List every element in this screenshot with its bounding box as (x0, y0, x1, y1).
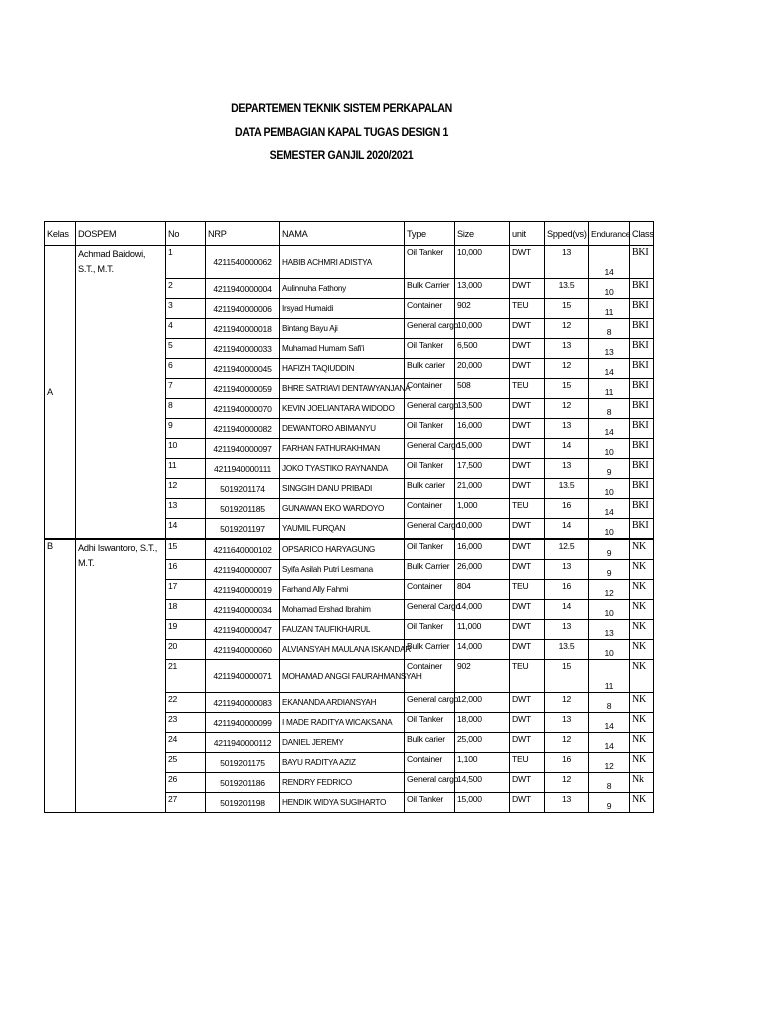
cell-endurance: 13 (589, 339, 630, 359)
cell-type: Bulk Carrier (405, 560, 455, 580)
cell-size: 21,000 (455, 479, 510, 499)
cell-size: 13,000 (455, 279, 510, 299)
cell-no: 4 (166, 319, 206, 339)
cell-nama: Muhamad Humam Safi'i (280, 339, 405, 359)
cell-type: General Cargo (405, 519, 455, 540)
cell-class: BKI (630, 459, 654, 479)
cell-speed: 13 (545, 339, 589, 359)
cell-speed: 15 (545, 379, 589, 399)
cell-type: Oil Tanker (405, 459, 455, 479)
header-endurance: Endurance (589, 222, 630, 246)
cell-class: NK (630, 640, 654, 660)
cell-unit: DWT (510, 459, 545, 479)
cell-unit: TEU (510, 753, 545, 773)
cell-speed: 13.5 (545, 479, 589, 499)
cell-no: 5 (166, 339, 206, 359)
cell-endurance: 14 (589, 713, 630, 733)
cell-nama: JOKO TYASTIKO RAYNANDA (280, 459, 405, 479)
cell-speed: 15 (545, 660, 589, 693)
cell-unit: DWT (510, 399, 545, 419)
cell-class: NK (630, 660, 654, 693)
cell-speed: 16 (545, 753, 589, 773)
cell-no: 22 (166, 693, 206, 713)
cell-unit: TEU (510, 379, 545, 399)
cell-nama: BHRE SATRIAVI DENTAWYANJANA (280, 379, 405, 399)
cell-unit: DWT (510, 600, 545, 620)
cell-class: BKI (630, 479, 654, 499)
cell-nrp: 5019201197 (206, 519, 280, 540)
cell-speed: 13 (545, 459, 589, 479)
cell-class: BKI (630, 519, 654, 540)
cell-unit: DWT (510, 733, 545, 753)
cell-type: General Cargo (405, 600, 455, 620)
cell-type: Bulk carier (405, 359, 455, 379)
cell-nrp: 5019201198 (206, 793, 280, 813)
cell-speed: 13 (545, 793, 589, 813)
cell-unit: DWT (510, 793, 545, 813)
cell-nama: SINGGIH DANU PRIBADI (280, 479, 405, 499)
cell-speed: 14 (545, 600, 589, 620)
cell-class: BKI (630, 299, 654, 319)
cell-class: BKI (630, 499, 654, 519)
cell-type: Bulk Carrier (405, 640, 455, 660)
semester-title: SEMESTER GANJIL 2020/2021 (269, 148, 414, 162)
cell-nrp: 4211940000097 (206, 439, 280, 459)
cell-endurance: 9 (589, 459, 630, 479)
cell-type: Container (405, 580, 455, 600)
cell-nama: BAYU RADITYA AZIZ (280, 753, 405, 773)
cell-nrp: 4211940000019 (206, 580, 280, 600)
cell-no: 8 (166, 399, 206, 419)
cell-unit: TEU (510, 499, 545, 519)
cell-class: NK (630, 580, 654, 600)
cell-speed: 13 (545, 419, 589, 439)
cell-endurance: 11 (589, 379, 630, 399)
header-nama: NAMA (280, 222, 405, 246)
cell-class: BKI (630, 279, 654, 299)
cell-speed: 13 (545, 620, 589, 640)
cell-nama: KEVIN JOELIANTARA WIDODO (280, 399, 405, 419)
cell-type: General cargo (405, 319, 455, 339)
cell-nama: I MADE RADITYA WICAKSANA (280, 713, 405, 733)
cell-endurance: 13 (589, 620, 630, 640)
cell-class: Nk (630, 773, 654, 793)
cell-endurance: 9 (589, 560, 630, 580)
cell-size: 14,000 (455, 640, 510, 660)
cell-type: Oil Tanker (405, 713, 455, 733)
cell-nrp: 5019201175 (206, 753, 280, 773)
cell-unit: DWT (510, 620, 545, 640)
cell-no: 16 (166, 560, 206, 580)
cell-nama: HENDIK WIDYA SUGIHARTO (280, 793, 405, 813)
cell-speed: 13 (545, 713, 589, 733)
header-size: Size (455, 222, 510, 246)
cell-no: 24 (166, 733, 206, 753)
cell-nama: Irsyad Humaidi (280, 299, 405, 319)
cell-speed: 13.5 (545, 640, 589, 660)
cell-endurance: 9 (589, 539, 630, 560)
cell-kelas: A (45, 246, 76, 540)
cell-speed: 13 (545, 560, 589, 580)
cell-unit: TEU (510, 580, 545, 600)
cell-unit: DWT (510, 713, 545, 733)
cell-type: Container (405, 379, 455, 399)
cell-endurance: 14 (589, 499, 630, 519)
cell-type: Container (405, 499, 455, 519)
cell-size: 10,000 (455, 319, 510, 339)
cell-size: 902 (455, 660, 510, 693)
cell-speed: 14 (545, 519, 589, 540)
cell-endurance: 14 (589, 359, 630, 379)
cell-no: 18 (166, 600, 206, 620)
cell-class: NK (630, 539, 654, 560)
cell-nama: HAFIZH TAQIUDDIN (280, 359, 405, 379)
cell-speed: 16 (545, 499, 589, 519)
cell-class: BKI (630, 339, 654, 359)
cell-class: NK (630, 620, 654, 640)
cell-endurance: 8 (589, 773, 630, 793)
cell-nrp: 4211940000083 (206, 693, 280, 713)
cell-class: NK (630, 560, 654, 580)
cell-no: 15 (166, 539, 206, 560)
title-block (0, 97, 683, 168)
cell-nama: FAUZAN TAUFIKHAIRUL (280, 620, 405, 640)
cell-no: 7 (166, 379, 206, 399)
cell-size: 26,000 (455, 560, 510, 580)
cell-unit: DWT (510, 439, 545, 459)
cell-nama: DANIEL JEREMY (280, 733, 405, 753)
cell-size: 25,000 (455, 733, 510, 753)
cell-size: 6,500 (455, 339, 510, 359)
cell-endurance: 14 (589, 246, 630, 279)
cell-class: NK (630, 693, 654, 713)
cell-nama: ALVIANSYAH MAULANA ISKANDAR (280, 640, 405, 660)
cell-size: 10,000 (455, 246, 510, 279)
cell-no: 21 (166, 660, 206, 693)
cell-size: 14,000 (455, 600, 510, 620)
cell-endurance: 14 (589, 419, 630, 439)
header-speed: Spped(vs) (545, 222, 589, 246)
cell-unit: DWT (510, 339, 545, 359)
cell-size: 18,000 (455, 713, 510, 733)
cell-no: 10 (166, 439, 206, 459)
department-title: DEPARTEMEN TEKNIK SISTEM PERKAPALAN (231, 101, 452, 115)
cell-nrp: 4211940000018 (206, 319, 280, 339)
cell-nrp: 4211940000082 (206, 419, 280, 439)
table-row (45, 246, 654, 279)
cell-type: Bulk Carrier (405, 279, 455, 299)
cell-no: 26 (166, 773, 206, 793)
cell-nama: HABIB ACHMRI ADISTYA (280, 246, 405, 279)
cell-type: Oil Tanker (405, 793, 455, 813)
cell-class: NK (630, 733, 654, 753)
cell-unit: DWT (510, 359, 545, 379)
cell-no: 27 (166, 793, 206, 813)
header-row (45, 222, 654, 246)
cell-nama: Mohamad Ershad Ibrahim (280, 600, 405, 620)
cell-speed: 13 (545, 246, 589, 279)
cell-nama: Syifa Asilah Putri Lesmana (280, 560, 405, 580)
header-nrp: NRP (206, 222, 280, 246)
cell-speed: 13.5 (545, 279, 589, 299)
cell-speed: 12 (545, 359, 589, 379)
cell-size: 1,000 (455, 499, 510, 519)
cell-no: 20 (166, 640, 206, 660)
cell-speed: 12 (545, 399, 589, 419)
cell-type: Bulk carier (405, 733, 455, 753)
cell-type: General Cargo (405, 439, 455, 459)
cell-nrp: 5019201185 (206, 499, 280, 519)
cell-no: 17 (166, 580, 206, 600)
cell-no: 1 (166, 246, 206, 279)
cell-size: 15,000 (455, 793, 510, 813)
cell-size: 15,000 (455, 439, 510, 459)
cell-class: NK (630, 753, 654, 773)
cell-endurance: 10 (589, 519, 630, 540)
cell-speed: 16 (545, 580, 589, 600)
cell-endurance: 9 (589, 793, 630, 813)
cell-endurance: 10 (589, 279, 630, 299)
cell-nrp: 4211940000112 (206, 733, 280, 753)
cell-class: NK (630, 600, 654, 620)
document-title: DATA PEMBAGIAN KAPAL TUGAS DESIGN 1 (235, 124, 448, 139)
cell-nrp: 4211540000062 (206, 246, 280, 279)
cell-endurance: 12 (589, 580, 630, 600)
cell-nrp: 4211640000102 (206, 539, 280, 560)
cell-endurance: 10 (589, 600, 630, 620)
cell-no: 6 (166, 359, 206, 379)
cell-type: Container (405, 753, 455, 773)
cell-no: 23 (166, 713, 206, 733)
cell-nrp: 5019201186 (206, 773, 280, 793)
cell-nrp: 4211940000059 (206, 379, 280, 399)
cell-speed: 12 (545, 773, 589, 793)
header-unit: unit (510, 222, 545, 246)
cell-speed: 12.5 (545, 539, 589, 560)
cell-unit: TEU (510, 660, 545, 693)
table-row (45, 539, 654, 560)
ship-assignment-table (44, 221, 654, 813)
header-class: Class (630, 222, 654, 246)
cell-size: 10,000 (455, 519, 510, 540)
cell-speed: 15 (545, 299, 589, 319)
cell-nrp: 4211940000004 (206, 279, 280, 299)
cell-class: NK (630, 713, 654, 733)
cell-endurance: 10 (589, 439, 630, 459)
header-no: No (166, 222, 206, 246)
cell-nrp: 4211940000045 (206, 359, 280, 379)
cell-class: BKI (630, 359, 654, 379)
cell-endurance: 11 (589, 299, 630, 319)
cell-unit: DWT (510, 519, 545, 540)
cell-nrp: 4211940000070 (206, 399, 280, 419)
cell-endurance: 11 (589, 660, 630, 693)
cell-class: BKI (630, 439, 654, 459)
cell-nrp: 4211940000111 (206, 459, 280, 479)
cell-size: 902 (455, 299, 510, 319)
cell-no: 9 (166, 419, 206, 439)
cell-nrp: 4211940000060 (206, 640, 280, 660)
header-kelas: Kelas (45, 222, 76, 246)
cell-nama: DEWANTORO ABIMANYU (280, 419, 405, 439)
cell-unit: DWT (510, 773, 545, 793)
cell-nama: OPSARICO HARYAGUNG (280, 539, 405, 560)
cell-nama: MOHAMAD ANGGI FAURAHMANSYAH (280, 660, 405, 693)
cell-nama: FARHAN FATHURAKHMAN (280, 439, 405, 459)
cell-endurance: 8 (589, 693, 630, 713)
cell-nama: RENDRY FEDRICO (280, 773, 405, 793)
cell-unit: DWT (510, 319, 545, 339)
cell-nama: GUNAWAN EKO WARDOYO (280, 499, 405, 519)
cell-nama: Bintang Bayu Aji (280, 319, 405, 339)
cell-class: BKI (630, 379, 654, 399)
cell-endurance: 10 (589, 640, 630, 660)
cell-nama: EKANANDA ARDIANSYAH (280, 693, 405, 713)
cell-speed: 14 (545, 439, 589, 459)
cell-nrp: 4211940000006 (206, 299, 280, 319)
cell-nrp: 4211940000007 (206, 560, 280, 580)
cell-type: Container (405, 299, 455, 319)
cell-dospem: Adhi Iswantoro, S.T., M.T. (76, 539, 166, 813)
cell-endurance: 8 (589, 399, 630, 419)
cell-size: 17,500 (455, 459, 510, 479)
cell-unit: DWT (510, 279, 545, 299)
cell-class: BKI (630, 399, 654, 419)
cell-endurance: 10 (589, 479, 630, 499)
cell-type: General cargo (405, 399, 455, 419)
cell-unit: DWT (510, 246, 545, 279)
cell-unit: DWT (510, 693, 545, 713)
cell-type: Bulk carier (405, 479, 455, 499)
cell-nama: Farhand Ally Fahmi (280, 580, 405, 600)
cell-endurance: 8 (589, 319, 630, 339)
cell-no: 2 (166, 279, 206, 299)
cell-size: 508 (455, 379, 510, 399)
cell-size: 11,000 (455, 620, 510, 640)
cell-no: 25 (166, 753, 206, 773)
cell-size: 1,100 (455, 753, 510, 773)
header-dospem: DOSPEM (76, 222, 166, 246)
cell-nama: Aulinnuha Fathony (280, 279, 405, 299)
cell-no: 12 (166, 479, 206, 499)
cell-type: General cargo (405, 773, 455, 793)
cell-unit: DWT (510, 640, 545, 660)
cell-no: 13 (166, 499, 206, 519)
cell-nrp: 4211940000034 (206, 600, 280, 620)
cell-unit: DWT (510, 479, 545, 499)
cell-size: 12,000 (455, 693, 510, 713)
cell-kelas: B (45, 539, 76, 813)
cell-endurance: 12 (589, 753, 630, 773)
cell-size: 804 (455, 580, 510, 600)
cell-class: BKI (630, 419, 654, 439)
cell-unit: DWT (510, 539, 545, 560)
cell-nrp: 5019201174 (206, 479, 280, 499)
cell-nama: YAUMIL FURQAN (280, 519, 405, 540)
cell-type: Container (405, 660, 455, 693)
cell-no: 3 (166, 299, 206, 319)
cell-class: NK (630, 793, 654, 813)
cell-type: Oil Tanker (405, 539, 455, 560)
cell-unit: TEU (510, 299, 545, 319)
cell-size: 16,000 (455, 419, 510, 439)
cell-no: 19 (166, 620, 206, 640)
cell-size: 16,000 (455, 539, 510, 560)
cell-speed: 12 (545, 733, 589, 753)
cell-type: Oil Tanker (405, 620, 455, 640)
cell-nrp: 4211940000071 (206, 660, 280, 693)
cell-type: Oil Tanker (405, 339, 455, 359)
cell-no: 11 (166, 459, 206, 479)
cell-nrp: 4211940000099 (206, 713, 280, 733)
header-type: Type (405, 222, 455, 246)
cell-nrp: 4211940000047 (206, 620, 280, 640)
cell-type: General cargo (405, 693, 455, 713)
cell-speed: 12 (545, 693, 589, 713)
cell-size: 20,000 (455, 359, 510, 379)
cell-unit: DWT (510, 560, 545, 580)
cell-endurance: 14 (589, 733, 630, 753)
cell-size: 14,500 (455, 773, 510, 793)
cell-type: Oil Tanker (405, 246, 455, 279)
cell-class: BKI (630, 319, 654, 339)
cell-class: BKI (630, 246, 654, 279)
cell-dospem: Achmad Baidowi, S.T., M.T. (76, 246, 166, 540)
cell-no: 14 (166, 519, 206, 540)
cell-type: Oil Tanker (405, 419, 455, 439)
cell-size: 13,500 (455, 399, 510, 419)
cell-unit: DWT (510, 419, 545, 439)
cell-speed: 12 (545, 319, 589, 339)
table-body (45, 246, 654, 813)
cell-nrp: 4211940000033 (206, 339, 280, 359)
